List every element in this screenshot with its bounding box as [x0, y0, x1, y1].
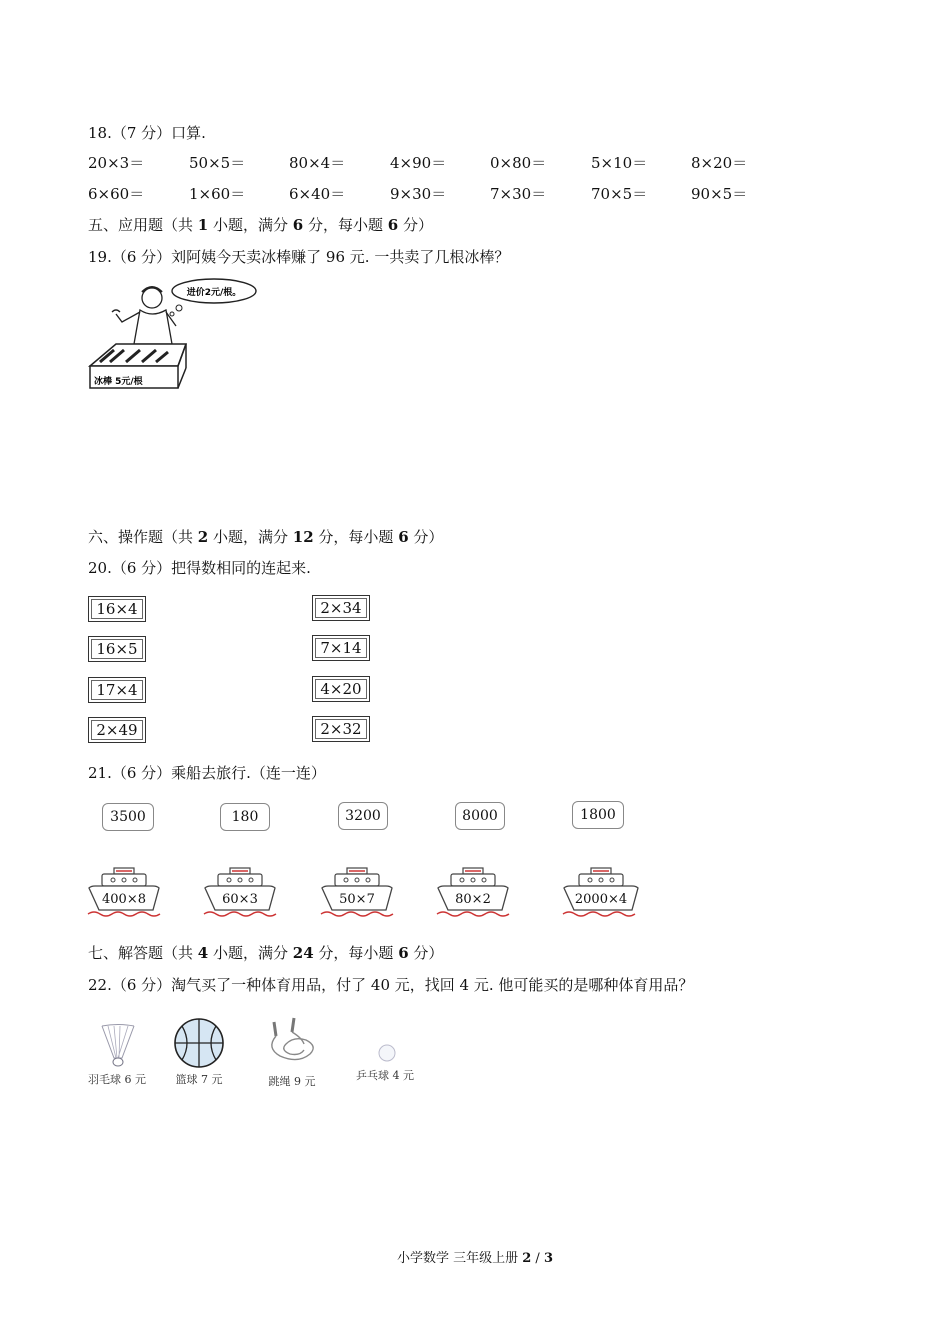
calc-item: 0×80＝: [490, 154, 547, 172]
jump-rope-icon: [260, 1014, 324, 1070]
left-expression-box[interactable]: 17×4: [88, 677, 146, 703]
boat-icon: [319, 862, 395, 920]
boat-label: 60×3: [222, 892, 258, 907]
sports-item[interactable]: [260, 1014, 324, 1089]
q19-title: 19.（6 分）刘阿姨今天卖冰棒赚了 96 元. 一共卖了几根冰棒？: [88, 248, 510, 266]
calc-item: 70×5＝: [591, 185, 648, 203]
section-7-heading: 七、解答题（共 4 小题，满分 24 分，每小题 6 分）: [88, 944, 444, 962]
calc-item: 50×5＝: [189, 154, 246, 172]
item-label: 跳绳 9 元: [268, 1075, 316, 1088]
item-label: 篮球 7 元: [175, 1073, 223, 1086]
boat-icon: [86, 862, 162, 920]
calc-item: 4×90＝: [390, 154, 447, 172]
ice-pop-seller-illustration: [86, 276, 266, 396]
boat-icon: [435, 862, 511, 920]
calc-item: 1×60＝: [189, 185, 246, 203]
left-expression-box[interactable]: 16×5: [88, 636, 146, 662]
boat-icon: [561, 862, 641, 920]
number-card[interactable]: 8000: [455, 802, 505, 830]
boat[interactable]: [202, 862, 278, 920]
sports-item[interactable]: [350, 1040, 420, 1083]
right-expression-box[interactable]: 4×20: [312, 676, 370, 702]
boat[interactable]: [435, 862, 511, 920]
shuttlecock-icon: [84, 1022, 150, 1068]
item-label: 羽毛球 6 元: [88, 1073, 146, 1086]
calc-item: 80×4＝: [289, 154, 346, 172]
right-expression-box[interactable]: 7×14: [312, 635, 370, 661]
bubble-text: 进价2元/根。: [186, 288, 242, 298]
right-expression-box[interactable]: 2×34: [312, 595, 370, 621]
number-card[interactable]: 180: [220, 803, 270, 831]
ping-pong-ball-icon: [350, 1040, 420, 1064]
q22-title: 22.（6 分）淘气买了一种体育用品，付了 40 元，找回 4 元. 他可能买的是哪种体育用品？: [88, 976, 694, 994]
basketball-icon: [168, 1018, 230, 1068]
item-label: 乒乓球 4 元: [356, 1069, 414, 1082]
calc-item: 6×40＝: [289, 185, 346, 203]
sports-item[interactable]: [168, 1018, 230, 1087]
q18-title: 18.（7 分）口算.: [88, 124, 206, 142]
number-card[interactable]: 3200: [338, 802, 388, 830]
number-card[interactable]: 3500: [102, 803, 154, 831]
calc-item: 9×30＝: [390, 185, 447, 203]
boat-label: 2000×4: [574, 892, 628, 907]
boat[interactable]: [319, 862, 395, 920]
section-5-heading: 五、应用题（共 1 小题，满分 6 分，每小题 6 分）: [88, 216, 433, 234]
calc-item: 8×20＝: [691, 154, 748, 172]
boat[interactable]: [86, 862, 162, 920]
left-expression-box[interactable]: 16×4: [88, 596, 146, 622]
left-expression-box[interactable]: 2×49: [88, 717, 146, 743]
page-footer: 小学数学 三年级上册 2 / 3: [396, 1251, 553, 1266]
section-6-heading: 六、操作题（共 2 小题，满分 12 分，每小题 6 分）: [88, 528, 444, 546]
boat-icon: [202, 862, 278, 920]
number-card[interactable]: 1800: [572, 801, 624, 829]
boat-label: 400×8: [102, 892, 146, 907]
boat-label: 50×7: [339, 892, 375, 907]
calc-item: 90×5＝: [691, 185, 748, 203]
boat[interactable]: [561, 862, 641, 920]
calc-item: 7×30＝: [490, 185, 547, 203]
sports-item[interactable]: [84, 1022, 150, 1087]
calc-item: 6×60＝: [88, 185, 145, 203]
freezer-sign: 冰棒 5元/根: [94, 377, 143, 387]
right-expression-box[interactable]: 2×32: [312, 716, 370, 742]
calc-item: 20×3＝: [88, 154, 145, 172]
q21-title: 21.（6 分）乘船去旅行.（连一连）: [88, 764, 326, 782]
boat-label: 80×2: [455, 892, 491, 907]
q20-title: 20.（6 分）把得数相同的连起来.: [88, 559, 311, 577]
calc-item: 5×10＝: [591, 154, 648, 172]
